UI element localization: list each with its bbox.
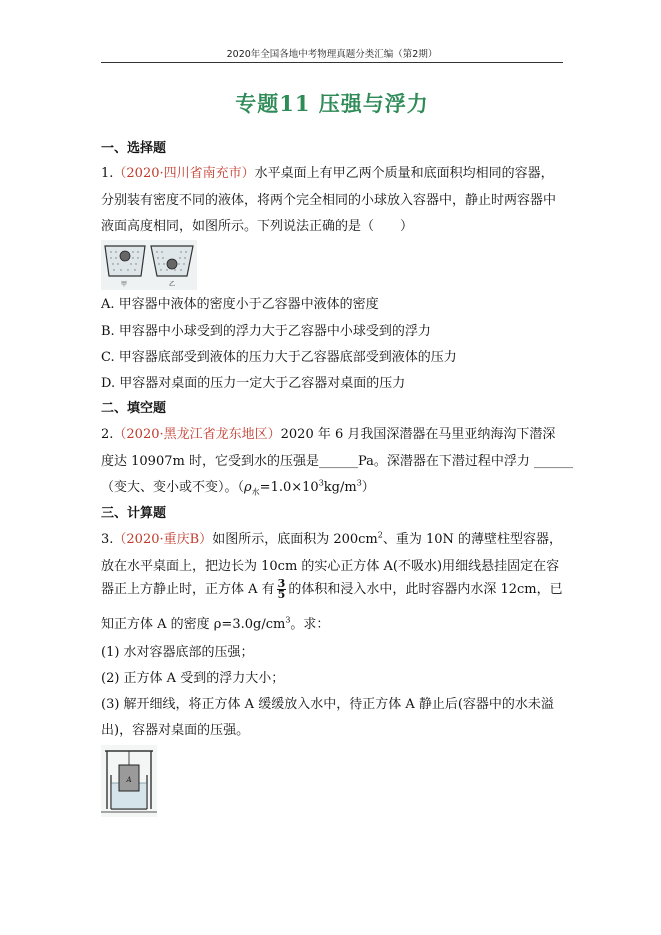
q2-line2: 度达 10907m 时，它受到水的压强是______Pa。深潜器在下潜过程中浮力 ______ — [101, 454, 573, 469]
fraction-denominator: 5 — [277, 588, 286, 601]
q2-text1: 2020 年 6 月我国深潜器在马里亚纳海沟下潜深 — [280, 427, 556, 442]
q3-text3a: 器正上方静止时，正方体 A 有 — [101, 582, 275, 597]
q2-number: 2. — [101, 427, 114, 442]
q3-line3 — [101, 578, 563, 600]
q2-text3a: （变大、变小或不变）。（ — [101, 480, 245, 495]
q2-exponent: 3 — [318, 478, 324, 488]
q2-text3d: ） — [361, 480, 375, 495]
section-heading-fill: 二、填空题 — [101, 401, 167, 416]
ball-jia — [120, 251, 130, 261]
q3-text3b: 的体积和浸入水中，此时容器内水深 12cm，已 — [288, 582, 563, 597]
q1-line2: 分别装有密度不同的液体，将两个完全相同的小球放入容器中，静止时两容器中 — [101, 193, 557, 208]
fraction-three-fifths — [277, 579, 287, 600]
ball-yi — [167, 259, 177, 269]
q2-text3b: =1.0×10 — [259, 480, 319, 495]
label-yi: 乙 — [169, 281, 176, 288]
q2-source: （2020·黑龙江省龙东地区） — [113, 427, 281, 442]
cube-label: A — [126, 776, 132, 784]
q3-item-2: (2) 正方体 A 受到的浮力大小； — [101, 671, 285, 686]
fraction-numerator: 3 — [277, 577, 286, 590]
q2-line3 — [101, 476, 375, 498]
q3-number: 3. — [101, 532, 114, 547]
q1-option-c: C. 甲容器底部受到液体的压力大于乙容器底部受到液体的压力 — [101, 350, 457, 365]
header-rule — [101, 62, 563, 63]
q1-option-d: D. 甲容器对桌面的压力一定大于乙容器对桌面的压力 — [101, 376, 406, 391]
q2-exponent2: 3 — [356, 478, 362, 488]
q3-text4b: 。求： — [290, 617, 330, 632]
q2-text3c: kg/m — [323, 480, 357, 495]
label-jia: 甲 — [121, 281, 128, 288]
q3-item-1: (1) 水对容器底部的压强； — [101, 645, 254, 660]
q3-text1b: 、重为 10N 的薄壁柱型容器， — [382, 532, 563, 547]
q3-text4a: 知正方体 A 的密度 ρ=3.0g/cm — [101, 617, 286, 632]
rho-symbol: ρ — [244, 480, 252, 495]
q1-option-b: B. 甲容器中小球受到的浮力大于乙容器中小球受到的浮力 — [101, 324, 431, 339]
q3-figure-cube-container — [101, 745, 157, 817]
q3-source: （2020·重庆B） — [113, 532, 213, 547]
q2-line1 — [101, 423, 555, 442]
q1-number: 1. — [101, 166, 114, 181]
q1-option-a: A. 甲容器中液体的密度小于乙容器中液体的密度 — [101, 297, 379, 312]
q1-line1 — [101, 162, 554, 181]
q1-line3: 液面高度相同，如图所示。下列说法正确的是（ ） — [101, 219, 414, 234]
q1-figure-containers — [101, 240, 197, 290]
q3-text1a: 如图所示，底面积为 200cm — [212, 532, 378, 547]
q1-source: （2020·四川省南充市） — [113, 166, 255, 181]
section-heading-choice: 一、选择题 — [101, 141, 167, 156]
q3-cube-exponent: 3 — [285, 615, 291, 625]
q3-item-4: 出)，容器对桌面的压强。 — [101, 723, 250, 738]
q3-item-3: (3) 解开细线，将正方体 A 缓缓放入水中，待正方体 A 静止后(容器中的水未溢 — [101, 697, 554, 712]
page-title: 专题11 压强与浮力 — [235, 91, 429, 116]
q3-line4 — [101, 613, 329, 632]
q1-text1: 水平桌面上有甲乙两个质量和底面积均相同的容器， — [254, 166, 554, 181]
q3-line1 — [101, 528, 562, 547]
section-heading-calc: 三、计算题 — [101, 506, 167, 521]
page-header: 2020年全国各地中考物理真题分类汇编（第2期） — [226, 49, 438, 60]
rho-subscript: 水 — [251, 487, 260, 497]
q3-sq-exponent: 2 — [377, 530, 383, 540]
q3-line2: 放在水平桌面上，把边长为 10cm 的实心正方体 A(不吸水)用细线悬挂固定在容 — [101, 559, 560, 574]
